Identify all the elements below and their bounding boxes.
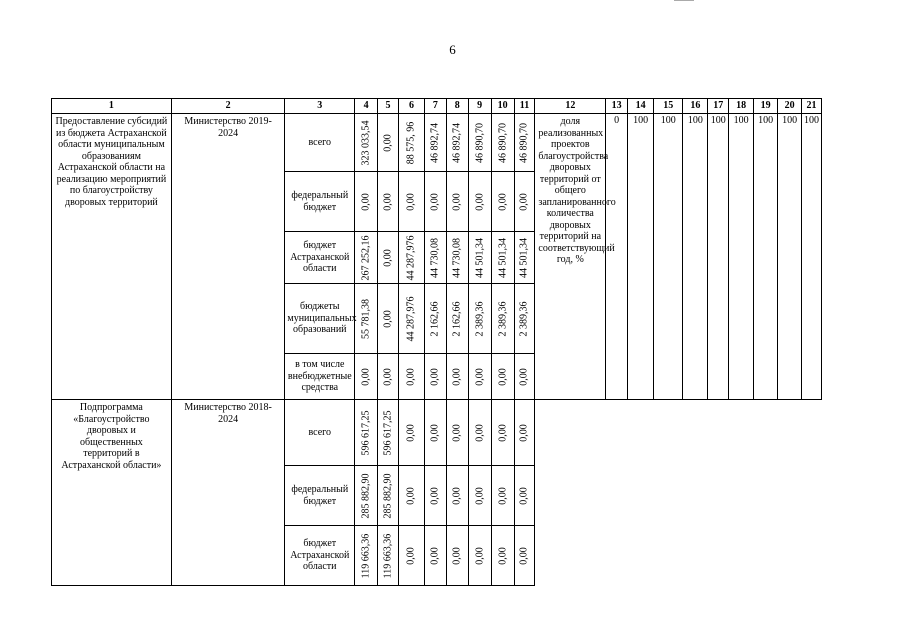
funding-value-cell (446, 466, 468, 526)
funding-value-cell (491, 114, 514, 172)
funding-value-cell (514, 400, 535, 466)
funding-value-cell (446, 354, 468, 400)
column-number-4: 4 (355, 99, 378, 114)
funding-value: 44 501,34 (518, 237, 530, 278)
funding-value-cell (468, 284, 491, 354)
funding-value-cell (424, 284, 446, 354)
funding-value-cell (378, 114, 399, 172)
funding-value: 2 162,66 (451, 301, 463, 336)
funding-value: 0,00 (473, 192, 485, 211)
funding-source: в том числе внебюджетные средства (285, 354, 355, 400)
funding-value-cell (378, 172, 399, 232)
funding-value-cell (355, 354, 378, 400)
funding-value: 0,00 (518, 423, 530, 442)
funding-value: 2 389,36 (473, 301, 485, 336)
funding-value-cell (424, 526, 446, 586)
funding-value: 0,00 (360, 192, 372, 211)
column-number-15: 15 (654, 99, 683, 114)
column-number-5: 5 (378, 99, 399, 114)
funding-value: 0,00 (473, 367, 485, 386)
funding-value: 0,00 (405, 486, 417, 505)
subprogram-description: Подпрограмма «Благоустройство дворовых и общественных территорий в Астраханской области» (52, 400, 172, 586)
funding-value-cell (514, 284, 535, 354)
column-number-3: 3 (285, 99, 355, 114)
funding-value: 0,00 (451, 367, 463, 386)
column-number-12: 12 (535, 99, 606, 114)
funding-value: 596 617,25 (382, 410, 394, 455)
funding-value: 119 663,36 (360, 533, 372, 578)
funding-value-cell (424, 354, 446, 400)
funding-value: 0,00 (451, 486, 463, 505)
funding-source: бюджеты муниципальных образований (285, 284, 355, 354)
funding-value-cell (424, 232, 446, 284)
funding-value: 285 882,90 (360, 473, 372, 518)
funding-value: 44 501,34 (473, 237, 485, 278)
funding-value: 46 890,70 (473, 122, 485, 163)
empty-area (535, 400, 822, 586)
funding-value: 44 730,08 (429, 237, 441, 278)
funding-value-cell (446, 172, 468, 232)
funding-value-cell (446, 400, 468, 466)
column-number-10: 10 (491, 99, 514, 114)
funding-value-cell (446, 284, 468, 354)
funding-value: 0,00 (382, 133, 394, 152)
funding-value-cell (491, 400, 514, 466)
funding-value-cell (491, 232, 514, 284)
funding-value: 0,00 (429, 423, 441, 442)
column-number-16: 16 (683, 99, 708, 114)
funding-value: 2 389,36 (518, 301, 530, 336)
column-number-20: 20 (778, 99, 802, 114)
funding-value-cell (514, 172, 535, 232)
funding-value-cell (446, 114, 468, 172)
column-number-19: 19 (754, 99, 778, 114)
funding-value: 0,00 (496, 486, 508, 505)
funding-value: 0,00 (518, 367, 530, 386)
funding-value: 55 781,38 (360, 298, 372, 339)
funding-value: 0,00 (518, 192, 530, 211)
funding-value: 119 663,36 (382, 533, 394, 578)
funding-value: 323 033,54 (360, 120, 372, 165)
funding-value-cell (378, 354, 399, 400)
funding-value: 0,00 (429, 367, 441, 386)
indicator-value: 100 (654, 114, 683, 400)
activity-description: Предоставление субсидий из бюджета Астраханской области муниципальным образованиям Астраханской области на реализацию мероприятий по благоустройству дворовых территорий (52, 114, 172, 400)
funding-value-cell (491, 526, 514, 586)
funding-value-cell (468, 114, 491, 172)
funding-value: 0,00 (429, 486, 441, 505)
funding-value-cell (398, 400, 424, 466)
funding-value-cell (491, 284, 514, 354)
indicator-value: 100 (754, 114, 778, 400)
funding-value-cell (491, 466, 514, 526)
funding-value-cell (378, 284, 399, 354)
funding-value-cell (398, 466, 424, 526)
funding-value: 44 501,34 (496, 237, 508, 278)
funding-value-cell (514, 232, 535, 284)
funding-source: бюджет Астраханской области (285, 526, 355, 586)
funding-value: 0,00 (473, 423, 485, 442)
funding-source: федеральный бюджет (285, 172, 355, 232)
funding-value-cell (468, 354, 491, 400)
funding-value-cell (468, 400, 491, 466)
column-number-17: 17 (708, 99, 729, 114)
funding-value-cell (355, 466, 378, 526)
funding-value: 0,00 (451, 423, 463, 442)
page-number: 6 (449, 42, 456, 57)
funding-value-cell (468, 466, 491, 526)
funding-value-cell (398, 526, 424, 586)
funding-value-cell (424, 466, 446, 526)
funding-value: 0,00 (473, 486, 485, 505)
indicator-value: 100 (802, 114, 822, 400)
column-number-2: 2 (171, 99, 285, 114)
indicator-value: 0 (606, 114, 628, 400)
executor-cell: Министерство 2018-2024 (171, 400, 285, 586)
funding-source: федеральный бюджет (285, 466, 355, 526)
column-number-9: 9 (468, 99, 491, 114)
funding-value: 0,00 (405, 192, 417, 211)
funding-value-cell (398, 232, 424, 284)
column-number-6: 6 (398, 99, 424, 114)
funding-value-cell (514, 354, 535, 400)
funding-value: 2 162,66 (429, 301, 441, 336)
funding-source: всего (285, 114, 355, 172)
funding-value-cell (424, 400, 446, 466)
funding-value-cell (355, 400, 378, 466)
funding-value-cell (378, 232, 399, 284)
funding-value-cell (355, 284, 378, 354)
funding-value-cell (355, 526, 378, 586)
indicator-value: 100 (628, 114, 654, 400)
funding-value: 2 389,36 (496, 301, 508, 336)
column-number-18: 18 (729, 99, 754, 114)
funding-value-cell (378, 400, 399, 466)
program-table (51, 98, 822, 586)
indicator-description: доля реализованных проектов благоустройства дворовых территорий от общего запланированного количества дворовых территорий на соответствующий год, % (535, 114, 606, 400)
funding-value: 267 252,16 (360, 235, 372, 280)
funding-value-cell (424, 114, 446, 172)
funding-value: 46 892,74 (429, 122, 441, 163)
funding-value-cell (378, 466, 399, 526)
column-number-14: 14 (628, 99, 654, 114)
indicator-value: 100 (683, 114, 708, 400)
funding-value: 0,00 (518, 546, 530, 565)
funding-source: бюджет Астраханской области (285, 232, 355, 284)
funding-value-cell (514, 114, 535, 172)
funding-value-cell (355, 114, 378, 172)
column-number-21: 21 (802, 99, 822, 114)
indicator-value: 100 (708, 114, 729, 400)
column-number-11: 11 (514, 99, 535, 114)
table-row (52, 114, 822, 172)
funding-value-cell (398, 354, 424, 400)
funding-value-cell (398, 284, 424, 354)
column-number-row (52, 99, 822, 114)
indicator-value: 100 (778, 114, 802, 400)
funding-value: 0,00 (451, 546, 463, 565)
funding-value-cell (468, 526, 491, 586)
column-number-13: 13 (606, 99, 628, 114)
funding-value-cell (398, 172, 424, 232)
funding-value-cell (491, 172, 514, 232)
executor-cell: Министерство 2019-2024 (171, 114, 285, 400)
funding-value: 0,00 (496, 367, 508, 386)
funding-value-cell (378, 526, 399, 586)
funding-value: 46 890,70 (496, 122, 508, 163)
funding-value-cell (514, 526, 535, 586)
column-number-1: 1 (52, 99, 172, 114)
funding-value: 0,00 (496, 546, 508, 565)
funding-value: 44 730,08 (451, 237, 463, 278)
funding-value-cell (398, 114, 424, 172)
funding-value: 0,00 (405, 423, 417, 442)
funding-value-cell (468, 172, 491, 232)
funding-value: 0,00 (451, 192, 463, 211)
funding-value-cell (424, 172, 446, 232)
funding-value: 88 575, 96 (405, 121, 417, 164)
scan-artifact (674, 0, 694, 3)
funding-value-cell (355, 232, 378, 284)
funding-value: 0,00 (496, 423, 508, 442)
funding-value: 0,00 (429, 546, 441, 565)
column-number-7: 7 (424, 99, 446, 114)
column-number-8: 8 (446, 99, 468, 114)
funding-value: 0,00 (473, 546, 485, 565)
funding-value-cell (355, 172, 378, 232)
funding-value: 46 890,70 (518, 122, 530, 163)
funding-value: 0,00 (405, 546, 417, 565)
funding-value: 0,00 (405, 367, 417, 386)
funding-value: 0,00 (518, 486, 530, 505)
funding-value: 0,00 (382, 309, 394, 328)
funding-value-cell (468, 232, 491, 284)
funding-value-cell (491, 354, 514, 400)
funding-value-cell (446, 526, 468, 586)
funding-value: 285 882,90 (382, 473, 394, 518)
funding-value-cell (514, 466, 535, 526)
funding-value: 0,00 (429, 192, 441, 211)
table-row (52, 400, 822, 466)
funding-value: 46 892,74 (451, 122, 463, 163)
funding-value-cell (446, 232, 468, 284)
funding-value: 0,00 (382, 367, 394, 386)
funding-value: 44 287,976 (405, 235, 417, 280)
funding-value: 44 287,976 (405, 296, 417, 341)
funding-value: 0,00 (360, 367, 372, 386)
funding-value: 0,00 (382, 192, 394, 211)
funding-value: 0,00 (382, 248, 394, 267)
funding-value: 596 617,25 (360, 410, 372, 455)
funding-value: 0,00 (496, 192, 508, 211)
funding-source: всего (285, 400, 355, 466)
indicator-value: 100 (729, 114, 754, 400)
